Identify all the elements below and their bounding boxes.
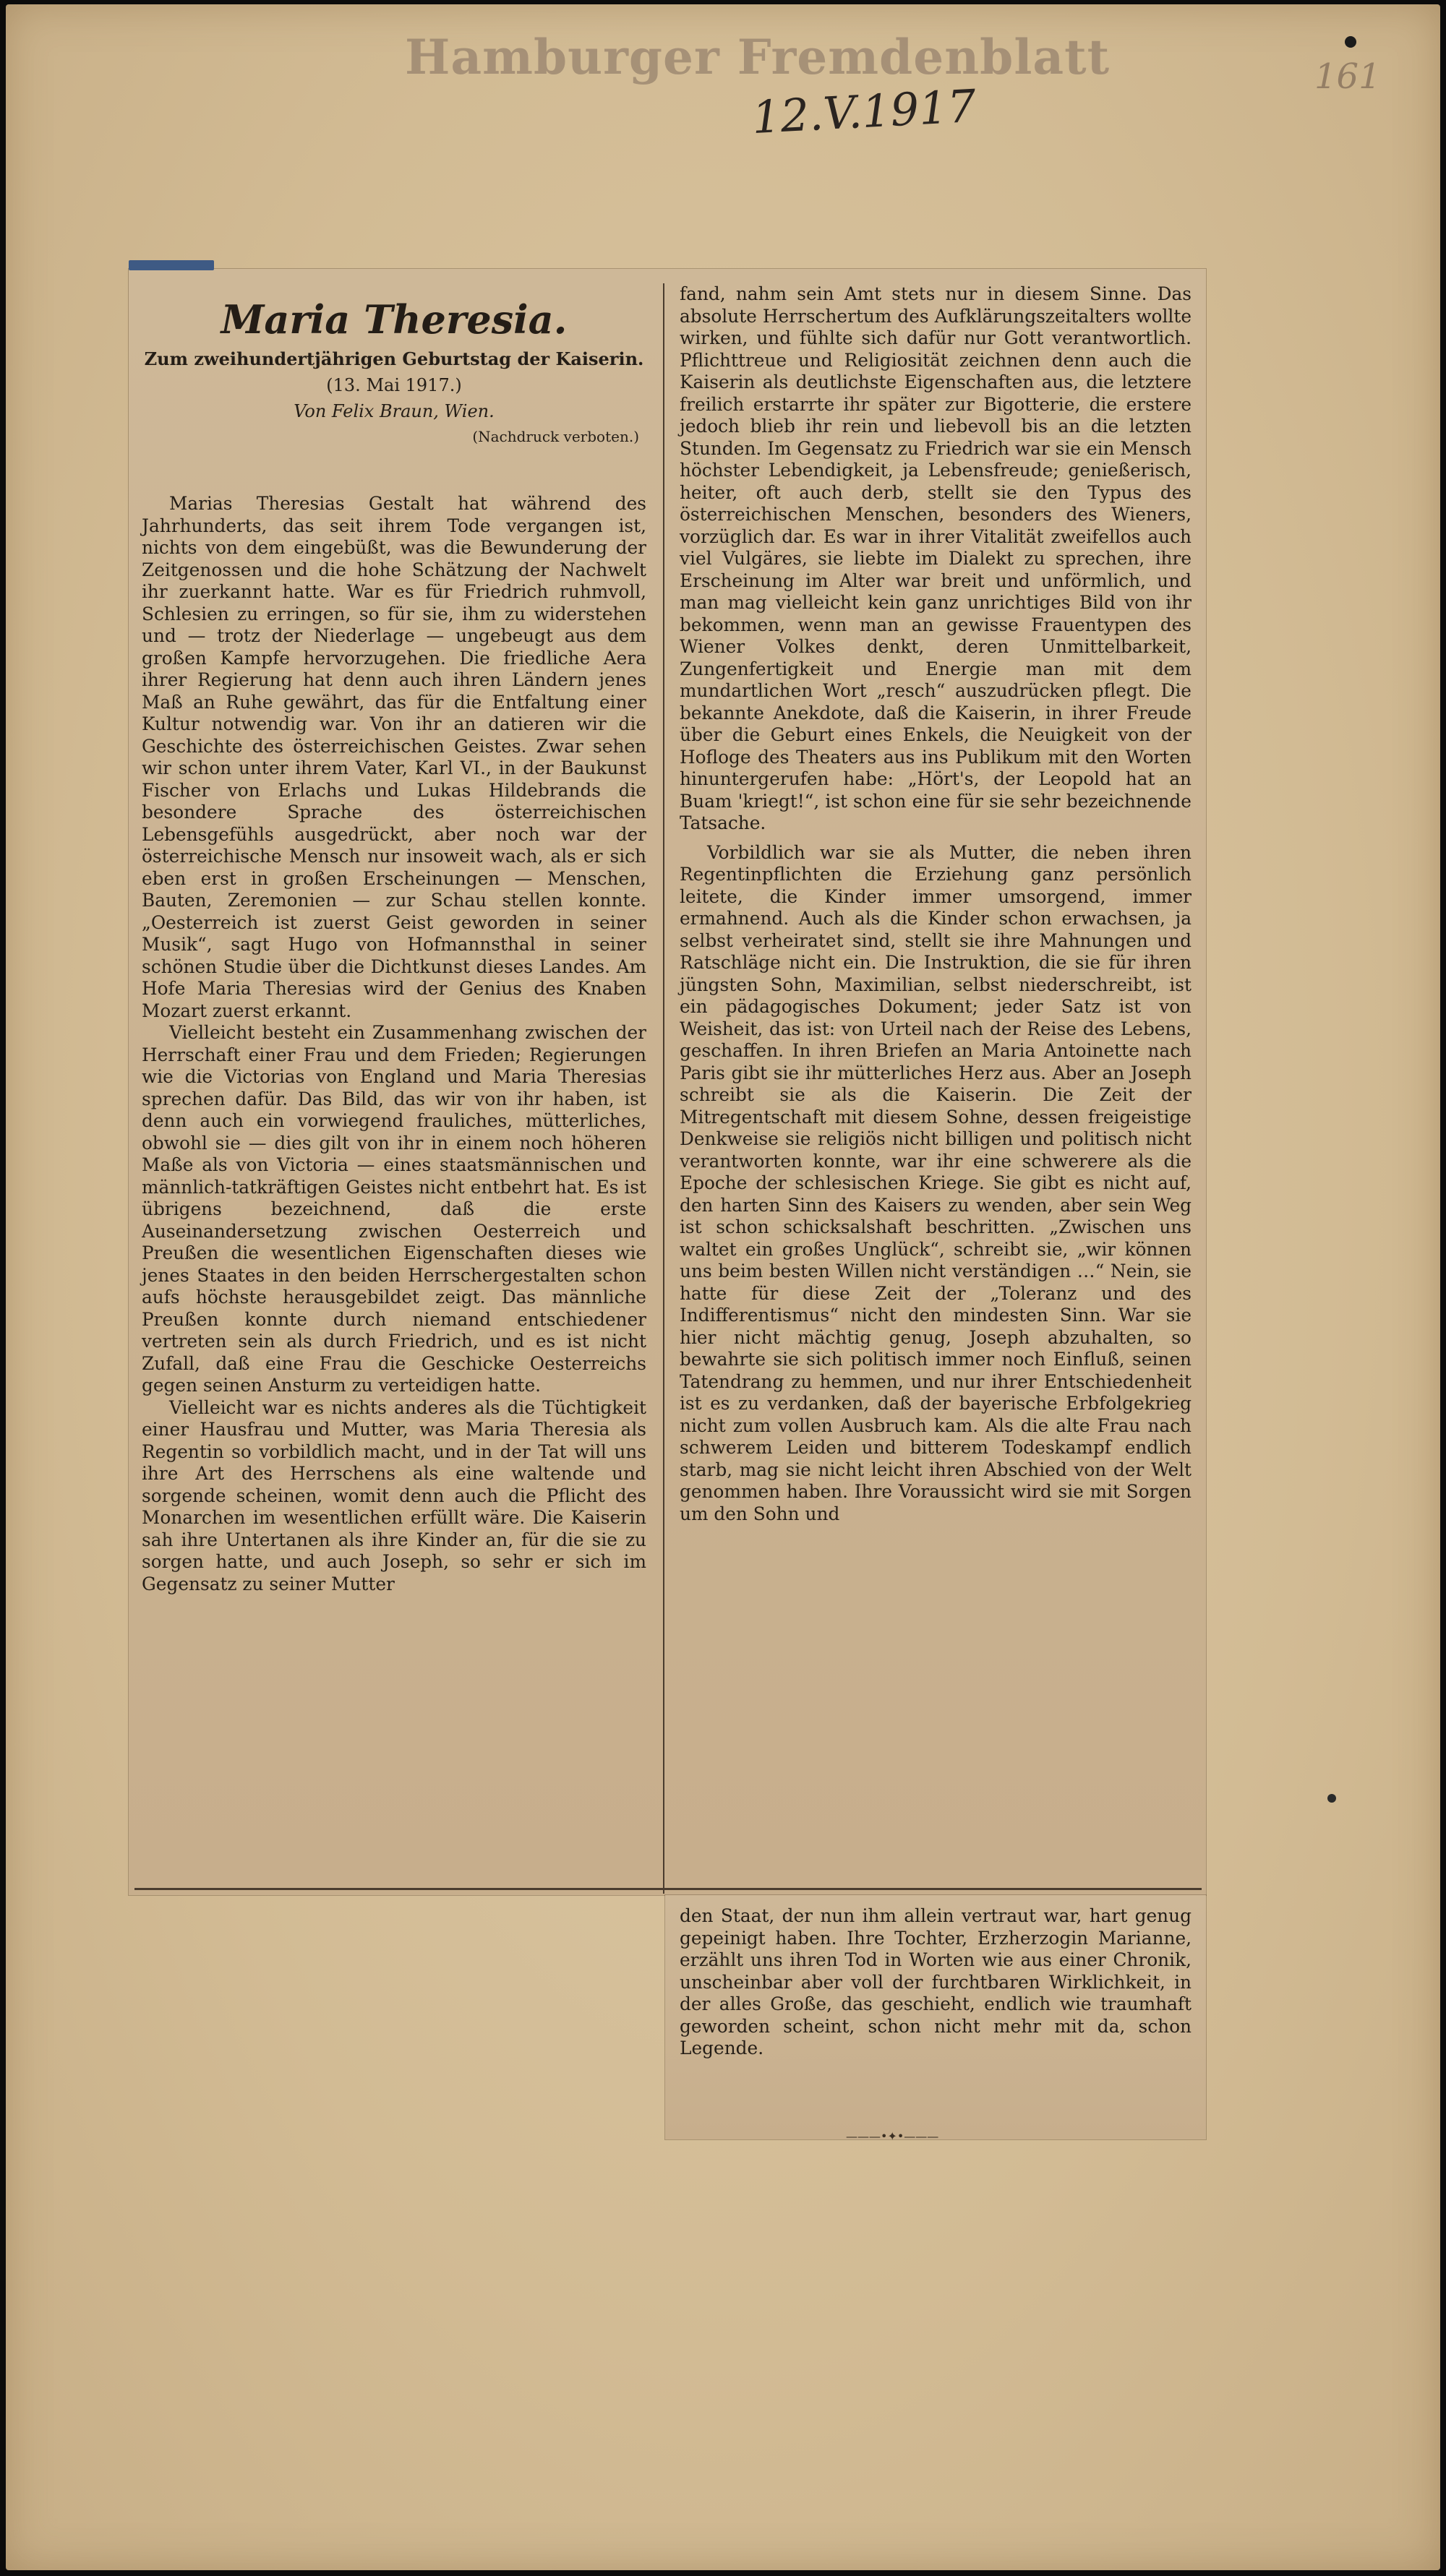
newspaper-masthead-stamp: Hamburger Fremdenblatt <box>405 29 1111 85</box>
article-subtitle: Zum zweihundertjährigen Geburtstag der Kaiserin. <box>144 348 644 369</box>
article-column-left <box>142 493 646 1595</box>
bottom-rule <box>134 1888 1202 1890</box>
paragraph: fand, nahm sein Amt stets nur in diesem Sinne. Das absolute Herrschertum des Aufklärungszeitalters wollte wirken, und fühlte sich dafür nur Gott verantwortlich. Pflichttreue und Religiosität zeichnen denn auch die Kaiserin als deutlichste Eigenschaften aus, die letztere freilich erstarrte ihr später zur Bigotterie, die erstere jedoch blieb ihr rein und liebevoll bis an die letzten Stunden. Im Gegensatz zu Friedrich war sie ein Mensch höchster Lebendigkeit, ja Lebensfreude; genießerisch, heiter, oft auch derb, stellt sie den Typus des österreichischen Menschen, besonders des Wieners, vorzüglich dar. Es war in ihrer Vitalität zweifellos auch viel Vulgäres, sie liebte im Dialekt zu sprechen, ihre Erscheinung im Alter war breit und unförmlich, und man mag vielleicht kein ganz unrichtiges Bild von ihr bekommen, wenn man an gewisse Frauentypen des Wiener Volkes denkt, deren Unmittelbarkeit, Zungenfertigkeit und Energie man mit dem mundartlichen Wort „resch“ auszudrücken pflegt. Die bekannte Anekdote, daß die Kaiserin, in ihrer Freude über die Geburt eines Enkels, die Neuigkeit von der Hofloge des Theaters aus ins Publikum mit den Worten hinuntergerufen habe: „Hört's, der Leopold hat an Buam 'kriegt!“, ist schon eine für sie sehr bezeichnende Tatsache. <box>680 283 1192 833</box>
blue-paper-edge <box>129 260 214 270</box>
article-author: Von Felix Braun, Wien. <box>294 401 495 421</box>
ink-dot <box>1345 36 1356 48</box>
paragraph: Vielleicht besteht ein Zusammenhang zwischen der Herrschaft einer Frau und dem Frieden; Regierungen wie die Victorias von England und Maria Theresias sprechen dafür. Das Bild, das wir von ihr haben, ist denn auch ein vorwiegend frauliches, mütterliches, obwohl sie — dies gilt von ihr in einem noch höheren Maße als von Victoria — eines staatsmännischen und männlich-tatkräftigen Geistes nicht entbehrt hat. Es ist übrigens bezeichnend, daß die erste Auseinandersetzung zwischen Oesterreich und Preußen die wesentlichen Eigenschaften dieses wie jenes Staates in den beiden Herrschergestalten schon aufs höchste herausgebildet zeigt. Das männliche Preußen konnte durch niemand entschiedener vertreten sein als durch Friedrich, und es ist nicht Zufall, daß eine Frau die Geschicke Oesterreichs gegen seinen Ansturm zu verteidigen hatte. <box>142 1022 646 1396</box>
end-ornament: ———•✦•——— <box>846 2129 939 2143</box>
paragraph: den Staat, der nun ihm allein vertraut war, hart genug gepeinigt haben. Ihre Tochter, Erzherzogin Marianne, erzählt uns ihren Tod in Worten wie aus einer Chronik, unscheinbar aber voll der furchtbaren Wirklichkeit, in der alles Große, das geschieht, endlich wie traumhaft geworden scheint, schon nicht mehr mit da, schon Legende. <box>680 1905 1192 2058</box>
handwritten-date: 12.V.1917 <box>750 79 977 145</box>
article-continuation <box>680 1905 1192 2060</box>
archive-page-number: 161 <box>1314 56 1381 97</box>
reprint-note: (Nachdruck verboten.) <box>472 428 639 445</box>
article-header <box>142 296 646 447</box>
article-column-right <box>680 283 1192 1525</box>
paragraph: Vorbildlich war sie als Mutter, die neben ihren Regentinpflichten die Erziehung ganz persönlich leitete, die Kinder immer umsorgend, immer ermahnend. Auch als die Kinder schon erwachsen, ja selbst verheiratet sind, stellt sie ihre Mahnungen und Ratschläge nicht ein. Die Instruktion, die sie für ihren jüngsten Sohn, Maximilian, selbst niederschreibt, ist ein pädagogisches Dokument; jeder Satz ist von Weisheit, das ist: von Urteil nach der Reise des Lebens, geschaffen. In ihren Briefen an Maria Antoinette nach Paris gibt sie ihr mütterliches Herz aus. Aber an Joseph schreibt sie als die Kaiserin. Die Zeit der Mitregentschaft mit diesem Sohne, dessen freigeistige Denkweise sie religiös nicht billigen und politisch nicht verantworten konnte, war ihr eine schwerere als die Epoche der schlesischen Kriege. Sie gibt es nicht auf, den harten Sinn des Kaisers zu wenden, aber sein Weg ist schon schicksalshaft beschritten. „Zwischen uns waltet ein großes Unglück“, schreibt sie, „wir können uns beim besten Willen nicht verständigen …“ Nein, sie hatte für diese Zeit der „Toleranz und des Indifferentismus“ nicht den mindesten Sinn. War sie hier nicht mächtig genug, Joseph abzuhalten, so bewahrte sie sich politisch immer noch Einfluß, seinen Tatendrang zu hemmen, und nur ihrer Entschiedenheit ist es zu verdanken, daß der bayerische Erbfolgekrieg nicht zum vollen Ausbruch kam. Als die alte Frau nach schwerem Leiden und bitterem Todeskampf endlich starb, mag sie nicht leicht ihren Abschied von der Welt genommen haben. Ihre Voraussicht wird sie mit Sorgen um den Sohn und <box>680 841 1192 1524</box>
column-divider <box>663 283 664 1894</box>
paragraph: Marias Theresias Gestalt hat während des Jahrhunderts, das seit ihrem Tode vergangen ist, nichts von dem eingebüßt, was die Bewunderung der Zeitgenossen und die hohe Schätzung der Nachwelt ihr zuerkannt hatte. War es für Friedrich ruhmvoll, Schlesien zu erringen, so für sie, ihm zu widerstehen und — trotz der Niederlage — ungebeugt aus dem großen Kampfe hervorzugehen. Die friedliche Aera ihrer Regierung hat denn auch ihren Ländern jenes Maß an Ruhe gewährt, das für die Entfaltung einer Kultur notwendig war. Von ihr an datieren wir die Geschichte des österreichischen Geistes. Zwar sehen wir schon unter ihrem Vater, Karl VI., in der Baukunst Fischer von Erlachs und Lukas Hildebrands die besondere Sprache des österreichischen Lebensgefühls ausgedrückt, aber noch war der österreichische Mensch nur insoweit wach, als er sich eben erst in großen Erscheinungen — Menschen, Bauten, Zeremonien — zur Schau stellen konnte. „Oesterreich ist zuerst Geist geworden in seiner Musik“, sagt Hugo von Hofmannsthal in seiner schönen Studie über die Dichtkunst dieses Landes. Am Hofe Maria Theresias wird der Genius des Knaben Mozart zuerst erkannt. <box>142 493 646 1021</box>
paragraph: Vielleicht war es nichts anderes als die Tüchtigkeit einer Hausfrau und Mutter, was Maria Theresia als Regentin so vorbildlich macht, und in der Tat will uns ihre Art des Herrschens als eine waltende und sorgende scheinen, womit denn auch die Pflicht des Monarchen im wesentlichen erfüllt wäre. Die Kaiserin sah ihre Untertanen als ihre Kinder an, für die sie zu sorgen hatte, und auch Joseph, so sehr er sich im Gegensatz zu seiner Mutter <box>142 1396 646 1594</box>
ink-dot-lower <box>1327 1794 1336 1803</box>
article-title: Maria Theresia. <box>221 296 568 343</box>
article-date: (13. Mai 1917.) <box>326 375 462 395</box>
